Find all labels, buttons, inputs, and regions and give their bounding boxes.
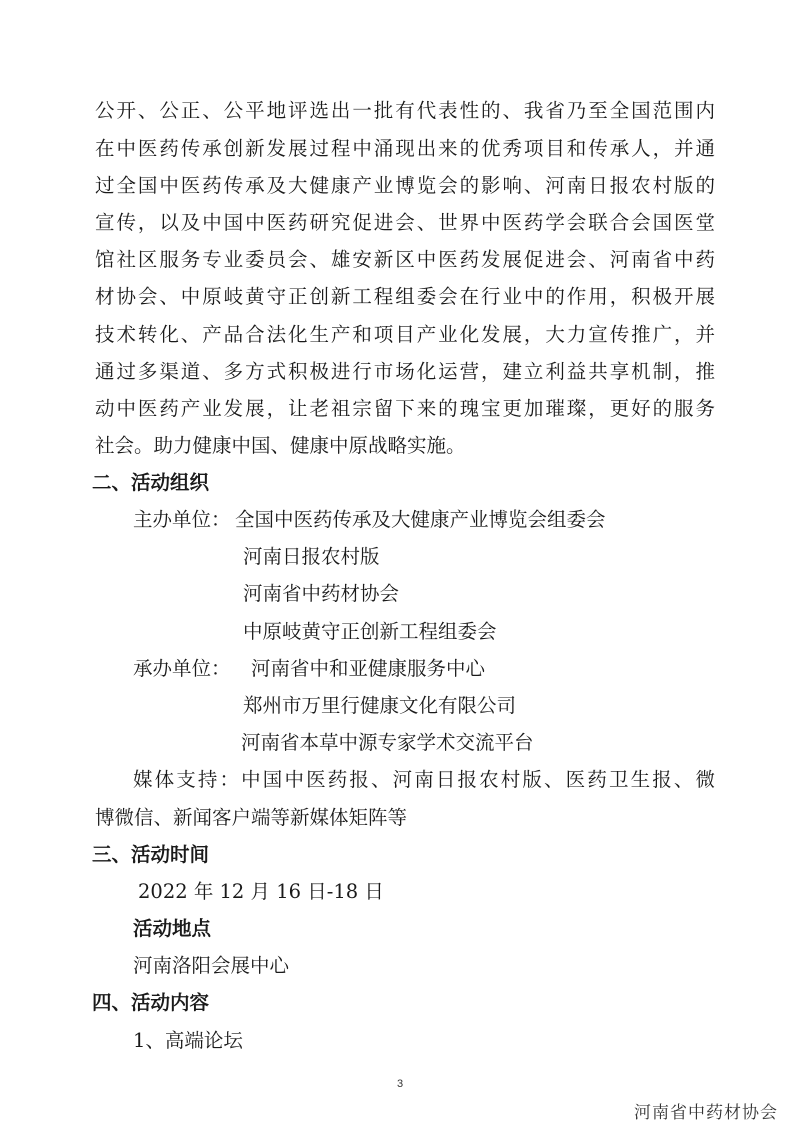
footer-organization: 河南省中药材协会 xyxy=(634,1103,778,1123)
location-heading: 活动地点 xyxy=(133,917,212,940)
content-item: 1、高端论坛 xyxy=(133,1029,243,1052)
section-heading-content: 四、活动内容 xyxy=(92,991,210,1014)
event-location: 河南洛阳会展中心 xyxy=(133,954,290,977)
host-item: 全国中医药传承及大健康产业博览会组委会 xyxy=(235,508,606,531)
host-item: 河南日报农村版 xyxy=(243,545,380,568)
paragraph-line: 技术转化、产品合法化生产和项目产业化发展，大力宣传推广，并 xyxy=(95,323,715,346)
section-heading-time: 三、活动时间 xyxy=(92,843,210,866)
organizer-item: 河南省中和亚健康服务中心 xyxy=(251,657,486,680)
host-label: 主办单位： xyxy=(133,508,231,531)
media-support-line: 博微信、新闻客户端等新媒体矩阵等 xyxy=(95,806,408,829)
paragraph-line: 馆社区服务专业委员会、雄安新区中医药发展促进会、河南省中药 xyxy=(95,248,715,271)
paragraph-line: 材协会、中原岐黄守正创新工程组委会在行业中的作用，积极开展 xyxy=(95,285,715,308)
event-time: 2022 年 12 月 16 日-18 日 xyxy=(138,880,384,903)
paragraph-line: 在中医药传承创新发展过程中涌现出来的优秀项目和传承人，并通 xyxy=(95,137,715,160)
host-item: 河南省中药材协会 xyxy=(243,582,400,605)
paragraph-line: 公开、公正、公平地评选出一批有代表性的、我省乃至全国范围内 xyxy=(95,99,715,122)
organizer-label: 承办单位： xyxy=(133,657,231,680)
host-item: 中原岐黄守正创新工程组委会 xyxy=(243,620,497,643)
media-support-line: 媒体支持：中国中医药报、河南日报农村版、医药卫生报、微 xyxy=(133,768,715,791)
paragraph-line: 通过多渠道、多方式积极进行市场化运营，建立利益共享机制，推 xyxy=(95,360,715,383)
paragraph-line: 动中医药产业发展，让老祖宗留下来的瑰宝更加璀璨，更好的服务 xyxy=(95,397,715,420)
paragraph-line: 过全国中医药传承及大健康产业博览会的影响、河南日报农村版的 xyxy=(95,174,715,197)
organizer-item: 郑州市万里行健康文化有限公司 xyxy=(243,694,517,717)
paragraph-line: 宣传，以及中国中医药研究促进会、世界中医药学会联合会国医堂 xyxy=(95,211,715,234)
paragraph-line: 社会。助力健康中国、健康中原战略实施。 xyxy=(95,434,466,457)
organizer-item: 河南省本草中源专家学术交流平台 xyxy=(241,731,534,754)
page-number: 3 xyxy=(396,1078,404,1090)
section-heading-organization: 二、活动组织 xyxy=(92,471,210,494)
